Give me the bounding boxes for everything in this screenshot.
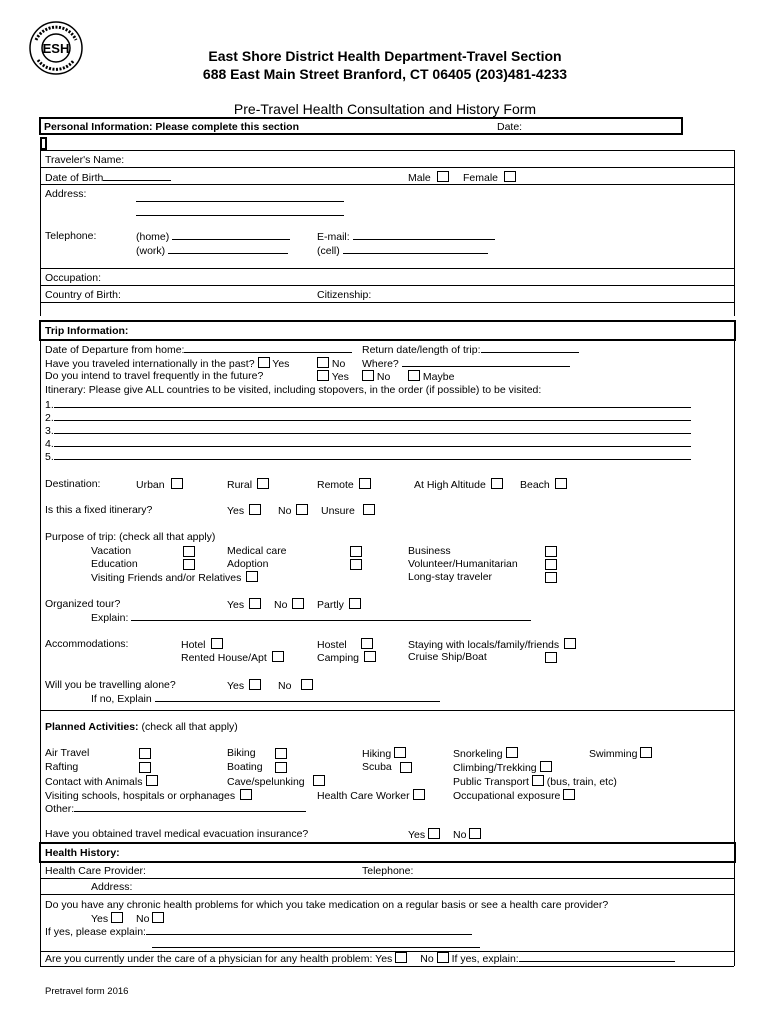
header-title-line2: 688 East Main Street Branford, CT 06405 (203)481-4233	[202, 66, 568, 82]
tour-explain: Explain:	[91, 611, 531, 624]
fixed-unsure: Unsure	[321, 504, 375, 517]
climbing-option: Climbing/Trekking	[453, 761, 552, 774]
tour-explain-field[interactable]	[131, 611, 531, 621]
care-explain-field[interactable]	[519, 952, 675, 962]
beach-option: Beach	[520, 478, 567, 491]
itinerary-field-2[interactable]	[54, 411, 691, 421]
chronic-no-checkbox[interactable]	[152, 912, 164, 923]
intl-yes-checkbox[interactable]	[258, 357, 270, 368]
telephone-label: Telephone:	[45, 230, 97, 242]
provider-label: Health Care Provider:	[45, 865, 146, 877]
email: E-mail:	[317, 230, 495, 243]
itinerary-field-3[interactable]	[54, 424, 691, 434]
hostel-checkbox[interactable]	[361, 638, 373, 649]
tour-no-checkbox[interactable]	[292, 598, 304, 609]
itinerary-field-4[interactable]	[54, 437, 691, 447]
remote-checkbox[interactable]	[359, 478, 371, 489]
frequent-maybe: Maybe	[408, 370, 454, 383]
tour-partly-checkbox[interactable]	[349, 598, 361, 609]
dob-field[interactable]	[103, 171, 171, 181]
country-of-birth-label: Country of Birth:	[45, 289, 121, 301]
hostel-option: Hostel	[317, 638, 373, 651]
transport-checkbox[interactable]	[532, 775, 544, 786]
chronic-question: Do you have any chronic health problems for which you take medication on a regular basis or see a health care provider?	[45, 899, 609, 911]
cruise-label: Cruise Ship/Boat	[408, 651, 487, 663]
insurance-yes: Yes	[408, 828, 440, 841]
vfr-option: Visiting Friends and/or Relatives	[91, 571, 258, 584]
air-travel-label: Air Travel	[45, 747, 90, 759]
locals-option: Staying with locals/family/friends	[408, 638, 576, 651]
section-marker	[40, 137, 47, 150]
locals-checkbox[interactable]	[564, 638, 576, 649]
air-travel-checkbox[interactable]	[139, 748, 151, 759]
provider-telephone-label: Telephone:	[362, 865, 414, 877]
email-field[interactable]	[353, 230, 495, 240]
tour-partly: Partly	[317, 598, 361, 611]
cruise-checkbox[interactable]	[545, 652, 557, 663]
urban-option: Urban	[136, 478, 183, 491]
cell-phone-field[interactable]	[343, 244, 488, 254]
dob-label: Date of Birth	[45, 171, 171, 184]
adoption-checkbox[interactable]	[350, 559, 362, 570]
schools-option: Visiting schools, hospitals or orphanages	[45, 789, 252, 802]
business-label: Business	[408, 545, 451, 557]
camping-checkbox[interactable]	[364, 651, 376, 662]
return-date: Return date/length of trip:	[362, 343, 579, 356]
boating-label: Boating	[227, 761, 263, 773]
scuba-label: Scuba	[362, 761, 392, 773]
vacation-label: Vacation	[91, 545, 132, 557]
intl-no-checkbox[interactable]	[317, 357, 329, 368]
health-section-heading-box	[39, 842, 736, 863]
swimming-checkbox[interactable]	[640, 747, 652, 758]
rented-option: Rented House/Apt	[181, 651, 284, 664]
itinerary-instruction: Itinerary: Please give ALL countries to be visited, including stopovers, in the order (if possible) to be visited:	[45, 384, 542, 396]
itinerary-line-4: 4.	[45, 437, 691, 450]
rafting-checkbox[interactable]	[139, 762, 151, 773]
rural-checkbox[interactable]	[257, 478, 269, 489]
medical-checkbox[interactable]	[350, 546, 362, 557]
transport-option: Public Transport (bus, train, etc)	[453, 776, 617, 788]
business-checkbox[interactable]	[545, 546, 557, 557]
volunteer-label: Volunteer/Humanitarian	[408, 558, 518, 570]
medical-label: Medical care	[227, 545, 287, 557]
insurance-question: Have you obtained travel medical evacuation insurance?	[45, 828, 309, 840]
intl-question: Have you traveled internationally in the past? Yes	[45, 358, 290, 370]
footer-text: Pretravel form 2016	[45, 986, 129, 997]
departure-date-field[interactable]	[184, 343, 352, 353]
fixed-unsure-checkbox[interactable]	[363, 504, 375, 515]
occupational-checkbox[interactable]	[563, 789, 575, 800]
insurance-no: No	[453, 828, 481, 841]
hcw-checkbox[interactable]	[413, 789, 425, 800]
chronic-explain: If yes, please explain:	[45, 925, 472, 938]
urban-checkbox[interactable]	[171, 478, 183, 489]
chronic-yes: Yes	[91, 912, 123, 925]
care-question: Are you currently under the care of a physician for any health problem: Yes No If yes, explain:	[45, 952, 675, 965]
activities-heading: Planned Activities: (check all that apply)	[45, 721, 238, 733]
frequent-no: No	[362, 370, 390, 383]
alone-no-checkbox[interactable]	[301, 679, 313, 690]
swimming-option: Swimming	[589, 747, 652, 760]
where: Where?	[362, 357, 570, 370]
travelers-name-label: Traveler's Name:	[45, 154, 125, 166]
alone-no: No	[278, 679, 313, 692]
biking-label: Biking	[227, 747, 256, 759]
schools-checkbox[interactable]	[240, 789, 252, 800]
snorkeling-checkbox[interactable]	[506, 747, 518, 758]
provider-address-label: Address:	[91, 881, 133, 893]
altitude-checkbox[interactable]	[491, 478, 503, 489]
hotel-checkbox[interactable]	[211, 638, 223, 649]
hiking-option: Hiking	[362, 747, 406, 760]
care-yes-checkbox[interactable]	[395, 952, 407, 963]
frequent-no-checkbox[interactable]	[362, 370, 374, 381]
fixed-no: No	[278, 504, 308, 517]
altitude-option: At High Altitude	[414, 478, 503, 491]
rural-option: Rural	[227, 478, 269, 491]
longstay-checkbox[interactable]	[545, 572, 557, 583]
chronic-explain-field-2[interactable]	[152, 938, 480, 948]
personal-section-heading: Personal Information: Please complete this section	[44, 121, 299, 133]
return-date-field[interactable]	[481, 343, 579, 353]
boating-checkbox[interactable]	[275, 762, 287, 773]
rafting-label: Rafting	[45, 761, 79, 773]
caving-checkbox[interactable]	[313, 775, 325, 786]
itinerary-line-5: 5.	[45, 450, 691, 463]
home-phone-field[interactable]	[172, 230, 290, 240]
alone-yes-checkbox[interactable]	[249, 679, 261, 690]
frequent-question: Do you intend to travel frequently in the future?	[45, 370, 264, 382]
animals-checkbox[interactable]	[146, 775, 158, 786]
female-checkbox[interactable]	[504, 171, 516, 182]
intl-no: No	[317, 357, 345, 370]
alone-explain-field[interactable]	[155, 692, 440, 702]
purpose-label: Purpose of trip: (check all that apply)	[45, 531, 216, 543]
chronic-no: No	[136, 912, 164, 925]
alone-explain: If no, Explain	[91, 692, 440, 705]
longstay-label: Long-stay traveler	[408, 571, 493, 583]
departure-date: Date of Departure from home:	[45, 343, 352, 356]
alone-label: Will you be travelling alone?	[45, 679, 176, 691]
other-activity: Other:	[45, 802, 306, 815]
male-option: Male	[408, 171, 449, 184]
volunteer-checkbox[interactable]	[545, 559, 557, 570]
camping-option: Camping	[317, 651, 376, 664]
remote-option: Remote	[317, 478, 371, 491]
occupation-label: Occupation:	[45, 272, 102, 284]
vfr-checkbox[interactable]	[246, 571, 258, 582]
itinerary-field-5[interactable]	[54, 450, 691, 460]
destination-label: Destination:	[45, 478, 101, 490]
frequent-yes: Yes	[317, 370, 349, 383]
tour-label: Organized tour?	[45, 598, 121, 610]
education-label: Education	[91, 558, 138, 570]
caving-option: Cave/spelunking	[227, 775, 325, 788]
where-field[interactable]	[402, 357, 570, 367]
tour-yes-checkbox[interactable]	[249, 598, 261, 609]
svg-text:ESH: ESH	[42, 41, 70, 56]
hotel-option: Hotel	[181, 638, 223, 651]
tour-yes: Yes	[227, 598, 261, 611]
chronic-explain-field[interactable]	[146, 925, 472, 935]
vacation-checkbox[interactable]	[183, 546, 195, 557]
scuba-checkbox[interactable]	[400, 762, 412, 773]
work-phone-field[interactable]	[168, 244, 288, 254]
itinerary-line-1: 1.	[45, 398, 691, 411]
climbing-checkbox[interactable]	[540, 761, 552, 772]
snorkeling-option: Snorkeling	[453, 747, 518, 760]
health-section-heading: Health History:	[45, 847, 120, 859]
tour-no: No	[274, 598, 304, 611]
home-phone: (home)	[136, 230, 290, 243]
accommodations-label: Accommodations:	[45, 638, 129, 650]
care-no-checkbox[interactable]	[437, 952, 449, 963]
trip-section-heading: Trip Information:	[45, 325, 129, 337]
itinerary-line-3: 3.	[45, 424, 691, 437]
hcw-option: Health Care Worker	[317, 789, 425, 802]
header-title-line1: East Shore District Health Department-Travel Section	[208, 48, 562, 64]
alone-yes: Yes	[227, 679, 261, 692]
address-line-2[interactable]	[136, 206, 344, 216]
hiking-checkbox[interactable]	[394, 747, 406, 758]
rented-checkbox[interactable]	[272, 651, 284, 662]
work-phone: (work)	[136, 244, 288, 257]
fixed-no-checkbox[interactable]	[296, 504, 308, 515]
address-label: Address:	[45, 188, 87, 200]
itinerary-field-1[interactable]	[54, 398, 691, 408]
insurance-yes-checkbox[interactable]	[428, 828, 440, 839]
trip-section-heading-box	[39, 320, 736, 341]
animals-option: Contact with Animals	[45, 775, 158, 788]
insurance-no-checkbox[interactable]	[469, 828, 481, 839]
address-line-1[interactable]	[136, 192, 344, 202]
adoption-label: Adoption	[227, 558, 269, 570]
itinerary-line-2: 2.	[45, 411, 691, 424]
frequent-yes-checkbox[interactable]	[317, 370, 329, 381]
fixed-yes-checkbox[interactable]	[249, 504, 261, 515]
form-title: Pre-Travel Health Consultation and History Form	[233, 101, 537, 117]
cell-phone: (cell)	[317, 244, 488, 257]
education-checkbox[interactable]	[183, 559, 195, 570]
date-label: Date:	[497, 121, 523, 133]
fixed-itinerary-label: Is this a fixed itinerary?	[45, 504, 153, 516]
beach-checkbox[interactable]	[555, 478, 567, 489]
chronic-yes-checkbox[interactable]	[111, 912, 123, 923]
frequent-maybe-checkbox[interactable]	[408, 370, 420, 381]
male-checkbox[interactable]	[437, 171, 449, 182]
biking-checkbox[interactable]	[275, 748, 287, 759]
female-option: Female	[463, 171, 516, 184]
fixed-yes: Yes	[227, 504, 261, 517]
occupational-option: Occupational exposure	[453, 789, 575, 802]
citizenship-label: Citizenship:	[317, 289, 372, 301]
other-activity-field[interactable]	[74, 802, 306, 812]
